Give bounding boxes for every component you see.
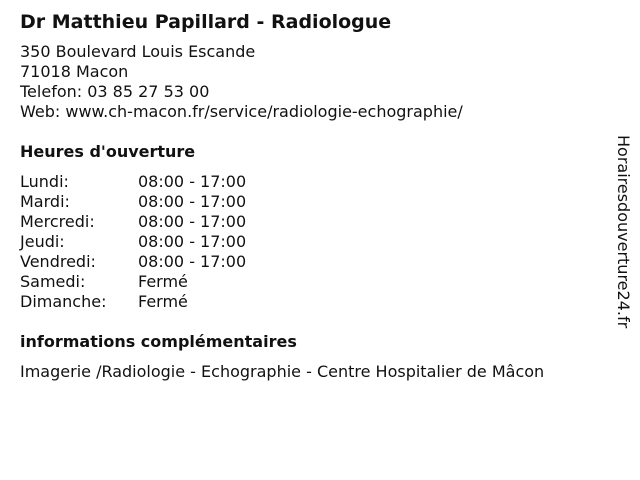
hours-row-tuesday xyxy=(20,192,610,212)
business-title: Dr Matthieu Papillard - Radiologue xyxy=(20,11,392,33)
hours-heading: Heures d'ouverture xyxy=(20,142,196,161)
hours-day: Samedi: xyxy=(20,272,86,291)
address-city: 71018 Macon xyxy=(20,62,129,81)
info-heading: informations complémentaires xyxy=(20,332,297,351)
address-block xyxy=(20,42,610,122)
hours-day: Dimanche: xyxy=(20,292,107,311)
brand-watermark: Horairesdouverture24.fr xyxy=(614,135,633,329)
hours-day: Mardi: xyxy=(20,192,70,211)
hours-time: Fermé xyxy=(138,272,188,291)
address-street: 350 Boulevard Louis Escande xyxy=(20,42,256,61)
hours-time: Fermé xyxy=(138,292,188,311)
hours-day: Vendredi: xyxy=(20,252,96,271)
hours-table xyxy=(20,172,610,312)
hours-row-thursday xyxy=(20,232,610,252)
hours-time: 08:00 - 17:00 xyxy=(138,252,247,271)
hours-row-monday xyxy=(20,172,610,192)
hours-day: Mercredi: xyxy=(20,212,95,231)
hours-row-wednesday xyxy=(20,212,610,232)
hours-time: 08:00 - 17:00 xyxy=(138,212,247,231)
hours-row-friday xyxy=(20,252,610,272)
hours-row-saturday xyxy=(20,272,610,292)
website-link: Web: www.ch-macon.fr/service/radiologie-echographie/ xyxy=(20,102,463,121)
hours-time: 08:00 - 17:00 xyxy=(138,232,247,251)
business-card xyxy=(20,10,610,382)
hours-time: 08:00 - 17:00 xyxy=(138,172,247,191)
info-text: Imagerie /Radiologie - Echographie - Centre Hospitalier de Mâcon xyxy=(20,362,545,381)
hours-day: Lundi: xyxy=(20,172,69,191)
hours-time: 08:00 - 17:00 xyxy=(138,192,247,211)
hours-day: Jeudi: xyxy=(20,232,65,251)
phone-number: Telefon: 03 85 27 53 00 xyxy=(20,82,210,101)
hours-row-sunday xyxy=(20,292,610,312)
